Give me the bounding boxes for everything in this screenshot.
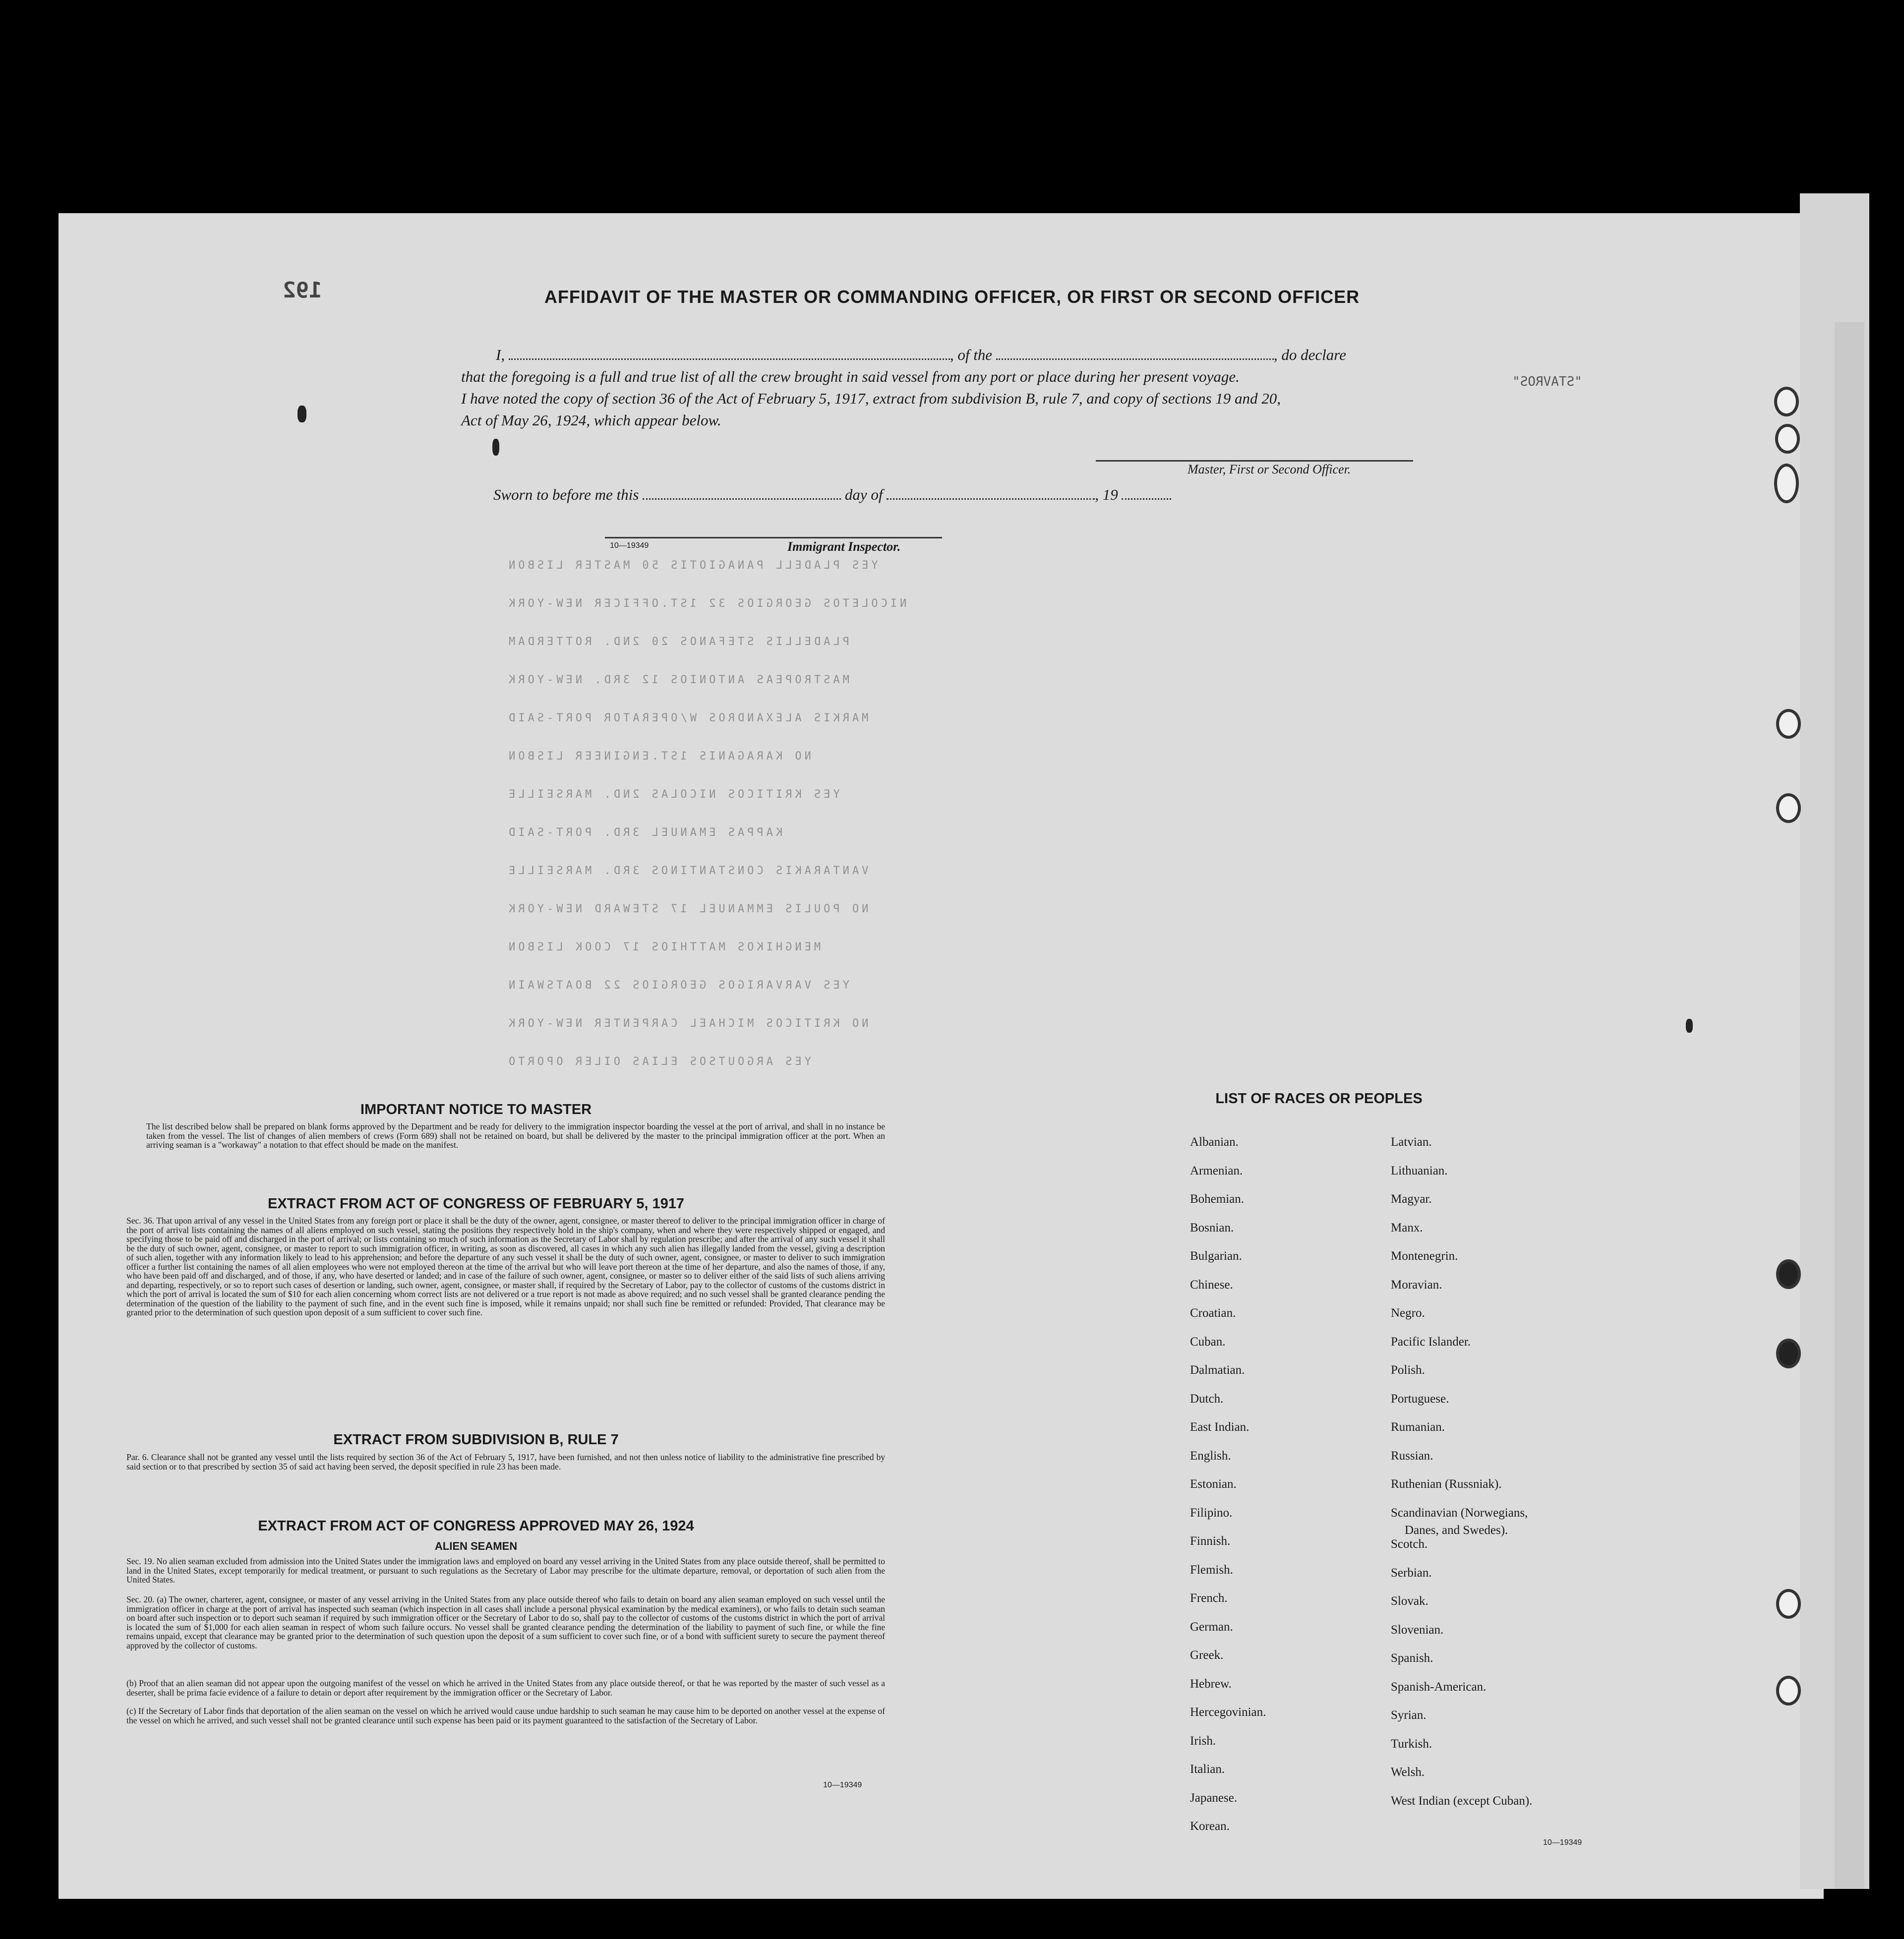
left-race-item: Chinese.	[1190, 1278, 1233, 1292]
left-race-item: Dutch.	[1190, 1392, 1224, 1406]
left-race-item: Bosnian.	[1190, 1221, 1234, 1234]
right-race-item: Montenegrin.	[1391, 1249, 1458, 1263]
right-race-item: Danes, and Swedes).	[1405, 1524, 1508, 1537]
vessel-name: "STAVROS"	[1512, 374, 1582, 389]
vessel-field[interactable]	[996, 358, 1274, 360]
binder-hole-icon	[1776, 793, 1801, 823]
left-race-item: Hebrew.	[1190, 1677, 1232, 1691]
left-race-item: Albanian.	[1190, 1135, 1239, 1149]
master-signature-line[interactable]	[1096, 460, 1413, 462]
right-race-item: Magyar.	[1391, 1192, 1432, 1206]
sworn-line	[493, 486, 1171, 504]
inspector-caption: Immigrant Inspector.	[787, 539, 901, 554]
right-race-item: Negro.	[1391, 1306, 1425, 1320]
left-race-item: Finnish.	[1190, 1534, 1231, 1548]
form-number: 10—19349	[610, 541, 649, 550]
bleed-through-row: YES PLADELL PANAGIOTIS 50 MASTER LISBON	[506, 559, 878, 572]
sworn-month-field[interactable]	[887, 498, 1095, 500]
extract-rule7-text: Par. 6. Clearance shall not be granted any vessel until the lists required by section 36 of the Act of February 5, 1917, have been furnished, and not then unless notice of liability to the administrative fine prescribed by said section or to that prescribed by section 35 of said act having been served, the deposit specified in rule 23 has been made.	[126, 1452, 885, 1471]
extract-1924-sec20a: Sec. 20. (a) The owner, charterer, agent, consignee, or master of any vessel arriving in the United States from any place outside thereof who fails to detain on board any alien seaman employed on such vessel until the immigration officer in charge at the port of arrival has inspected such seaman (which inspection in all cases shall include a personal physical examination by the medical examiners), or who fails to detain such seaman on board after such inspection or to deport such seaman if required by such immigration officer or the Secretary of Labor to do so, shall pay to the collector of customs of the customs district in which the port of arrival is located the sum of $1,000 for each alien seaman in respect of whom such failure occurs. No vessel shall be granted clearance pending the determination of the liability to payment of such fine, or while the fine remains unpaid, except that clearance may be granted prior to the determination of such question upon the deposit of a sum sufficient to cover such fine, or of a bond with sufficient surety to secure the payment thereof approved by the collector of customs.	[126, 1594, 885, 1650]
binder-hole-icon	[1776, 1259, 1801, 1289]
left-race-item: Irish.	[1190, 1734, 1216, 1748]
ink-mark	[492, 439, 499, 456]
bleed-through-row: MENGHIKOS MATTHIOS 17 COOK LISBON	[506, 941, 821, 953]
right-race-item: Moravian.	[1391, 1278, 1442, 1292]
bleed-through-row: NO KARAGANIS 1ST.ENGINEER LISBON	[506, 750, 811, 763]
notice-text: The list described below shall be prepared on blank forms approved by the Department and be ready for delivery to the immigration inspector boarding the vessel at the port of arrival, and shall in no instance be taken from the vessel. The list of changes of alien members of crews (Form 689) shall not be retained on board, but shall be delivered by the master to the principal immigration officer at the port. When an arriving seaman is a "workaway" a notation to that effect should be made on the manifest.	[146, 1121, 885, 1150]
left-race-item: Bulgarian.	[1190, 1249, 1242, 1263]
affidavit-line-1	[496, 346, 1346, 364]
day-of-label: day of	[844, 486, 883, 503]
affidavit-of-the: , of the	[950, 346, 993, 363]
left-race-item: Dalmatian.	[1190, 1363, 1245, 1377]
right-race-item: Scandinavian (Norwegians,	[1391, 1506, 1528, 1520]
bleed-through-row: YES VARVARIGOS GEORGIOS 22 BOATSWAIN	[506, 979, 849, 992]
right-race-item: Latvian.	[1391, 1135, 1432, 1149]
extract-1924-sec19: Sec. 19. No alien seaman excluded from admission into the United States under the immigration laws and employed on board any vessel arriving in the United States from any place outside thereof, shall be permitted to land in the United States, except temporarily for medical treatment, or pursuant to such regulations as the Secretary of Labor may prescribe for the ultimate departure, removal, or deportation of such alien from the United States.	[126, 1556, 885, 1585]
right-race-item: Polish.	[1391, 1363, 1425, 1377]
form-number: 10—19349	[823, 1781, 862, 1789]
left-race-item: East Indian.	[1190, 1420, 1250, 1434]
binder-hole-icon	[1776, 1339, 1801, 1368]
master-caption: Master, First or Second Officer.	[1188, 462, 1351, 476]
bleed-through-row: YES KRITICOS NICOLAS 2ND. MARSEILLE	[506, 788, 840, 801]
left-race-item: German.	[1190, 1620, 1233, 1634]
sworn-year-field[interactable]	[1122, 498, 1171, 500]
extract-1917-text: Sec. 36. That upon arrival of any vessel in the United States from any foreign port or place it shall be the duty of the owner, agent, consignee, or master thereof to deliver to the principal immigration officer in charge of the port of arrival lists containing the names of all aliens employed on such vessel, stating the positions they respectively hold in the ship's company, when and where they were respectively shipped or engaged, and specifying those to be paid off and discharged in the port of arrival; or lists containing so much of such information as the Secretary of Labor shall by regulation prescribe; and after the arrival of any such vessel it shall be the duty of such owner, agent, consignee, or master to report to such immigration officer, in writing, as soon as discovered, all cases in which any such alien has illegally landed from the vessel, giving a description of such alien, together with any information likely to lead to his apprehension; and before the departure of any such vessel it shall be the duty of such owner, agent, consignee, or master to deliver to such immigration officer a further list containing the names of all alien employees who were not employed thereon at the time of the arrival but who will leave port thereon at the time of her departure, and also the names of those, if any, who have been paid off and discharged, and of those, if any, who have deserted or landed; and in case of the failure of such owner, agent, consignee, or master so to deliver either of the said lists of such aliens arriving and departing, respectively, or so to report such cases of desertion or landing, such owner, agent, consignee, or master shall, if required by the Secretary of Labor, pay to the collector of customs of the customs district in which the port of arrival is located the sum of $10 for each alien concerning whom correct lists are not delivered or a true report is not made as above required; and no such vessel shall be granted clearance pending the determination of the question of the liability to the payment of such fine, and in the event such fine is imposed, while it remains unpaid; nor shall such fine be remitted or refunded: Provided, That clearance may be granted prior to the determination of such question upon deposit of a sum sufficient to cover such fine.	[126, 1216, 885, 1317]
extract-rule7-title: EXTRACT FROM SUBDIVISION B, RULE 7	[333, 1432, 619, 1448]
right-race-item: Manx.	[1391, 1221, 1423, 1234]
left-race-item: Estonian.	[1190, 1477, 1237, 1491]
left-race-item: Korean.	[1190, 1820, 1230, 1833]
binder-hole-icon	[1774, 387, 1799, 416]
extract-1917-title: EXTRACT FROM ACT OF CONGRESS OF FEBRUARY 5, 1917	[267, 1196, 685, 1212]
races-title: LIST OF RACES OR PEOPLES	[1215, 1091, 1423, 1107]
left-race-item: Armenian.	[1190, 1164, 1243, 1177]
right-race-item: West Indian (except Cuban).	[1391, 1794, 1533, 1808]
right-race-item: Syrian.	[1391, 1708, 1427, 1722]
extract-1924-sec20c: (c) If the Secretary of Labor finds that deportation of the alien seaman on the vessel on which he arrived would cause undue hardship to such seaman he may cause him to be deported on another vessel at the expense of the vessel on which he arrived, and such vessel shall not be granted clearance until such expense has been paid or its payment guaranteed to the satisfaction of the Secretary of Labor.	[126, 1706, 885, 1725]
left-race-item: French.	[1190, 1591, 1228, 1605]
binder-hole-icon	[1775, 424, 1800, 454]
right-race-item: Russian.	[1391, 1449, 1433, 1463]
year-label: , 19	[1095, 486, 1118, 503]
right-race-item: Turkish.	[1391, 1737, 1432, 1751]
affidavit-declare: , do declare	[1273, 346, 1346, 363]
page-number: 192	[283, 278, 322, 303]
right-race-item: Welsh.	[1391, 1765, 1425, 1779]
left-race-item: Japanese.	[1190, 1791, 1238, 1805]
left-race-item: English.	[1190, 1449, 1231, 1463]
binder-hole-icon	[1776, 1676, 1801, 1705]
right-race-item: Scotch.	[1391, 1537, 1428, 1551]
sworn-day-field[interactable]	[643, 498, 841, 500]
affidavit-line-2: that the foregoing is a full and true list of all the crew brought in said vessel from any port or place during her present voyage.	[461, 368, 1240, 385]
affidavit-line-3: I have noted the copy of section 36 of the Act of February 5, 1917, extract from subdivision B, rule 7, and copy of sections 19 and 20,	[461, 390, 1281, 407]
sworn-label: Sworn to before me this	[493, 486, 639, 503]
underlying-page-band	[1835, 322, 1864, 1889]
affidavit-line-4: Act of May 26, 1924, which appear below.	[461, 411, 721, 429]
right-race-item: Spanish.	[1391, 1651, 1433, 1665]
right-race-item: Portuguese.	[1391, 1392, 1449, 1406]
left-race-item: Flemish.	[1190, 1563, 1233, 1577]
left-race-item: Bohemian.	[1190, 1192, 1245, 1206]
ink-mark	[298, 406, 306, 422]
extract-1924-title: EXTRACT FROM ACT OF CONGRESS APPROVED MAY 26, 1924	[258, 1518, 694, 1534]
right-race-item: Slovenian.	[1391, 1623, 1444, 1637]
bleed-through-row: NO KRITICOS MICHAEL CARPENTER NEW-YORK	[506, 1017, 869, 1030]
name-field[interactable]	[509, 358, 950, 360]
left-race-item: Greek.	[1190, 1648, 1224, 1662]
notice-title: IMPORTANT NOTICE TO MASTER	[360, 1102, 592, 1117]
left-race-item: Filipino.	[1190, 1506, 1233, 1520]
right-race-item: Rumanian.	[1391, 1420, 1445, 1434]
affidavit-i: I,	[496, 346, 505, 363]
inspector-signature-line[interactable]	[605, 537, 942, 538]
bleed-through-row: MASTROPEAS ANTONIOS 12 3RD. NEW-YORK	[506, 674, 849, 686]
right-race-item: Ruthenian (Russniak).	[1391, 1477, 1502, 1491]
bleed-through-row: YES ARGOUTSOS ELIAS OILER OPORTO	[506, 1056, 811, 1068]
right-race-item: Lithuanian.	[1391, 1164, 1448, 1177]
right-race-item: Serbian.	[1391, 1566, 1432, 1580]
affidavit-title: AFFIDAVIT OF THE MASTER OR COMMANDING OFFICER, OR FIRST OR SECOND OFFICER	[544, 287, 1360, 307]
extract-1924-subtitle: ALIEN SEAMEN	[434, 1540, 518, 1552]
right-race-item: Slovak.	[1391, 1594, 1428, 1608]
left-race-item: Cuban.	[1190, 1335, 1226, 1349]
bleed-through-row: KAPPAS EMANUEL 3RD. PORT-SAID	[506, 826, 783, 839]
binder-hole-icon	[1774, 464, 1799, 503]
left-race-item: Hercegovinian.	[1190, 1705, 1266, 1719]
form-number: 10—19349	[1543, 1838, 1582, 1847]
binder-hole-icon	[1776, 709, 1801, 739]
bleed-through-row: PLADELLIS STEFANOS 20 2ND. ROTTERDAM	[506, 636, 849, 648]
bleed-through-row: MARKIS ALEXANDROS W/OPERATOR PORT-SAID	[506, 712, 869, 724]
right-race-item: Pacific Islander.	[1391, 1335, 1471, 1349]
bleed-through-row: NICOLETOS GEORGIOS 32 1ST.OFFICER NEW-YORK	[506, 597, 907, 610]
extract-1924-sec20b: (b) Proof that an alien seaman did not appear upon the outgoing manifest of the vessel on which he arrived in the United States from any place outside thereof, or that he was reported by the master of such vessel as a deserter, shall be prima facie evidence of a failure to detain or deport after requirement by the immigration officer or the Secretary of Labor.	[126, 1678, 885, 1698]
bleed-through-row: NO POULIS EMMANUEL 17 STEWARD NEW-YORK	[506, 903, 869, 915]
left-race-item: Croatian.	[1190, 1306, 1236, 1320]
left-race-item: Italian.	[1190, 1763, 1225, 1776]
right-race-item: Spanish-American.	[1391, 1680, 1487, 1694]
bleed-through-row: VANTARAKIS CONSTANTINOS 3RD. MARSEILLE	[506, 865, 869, 877]
binder-hole-icon	[1776, 1589, 1801, 1619]
